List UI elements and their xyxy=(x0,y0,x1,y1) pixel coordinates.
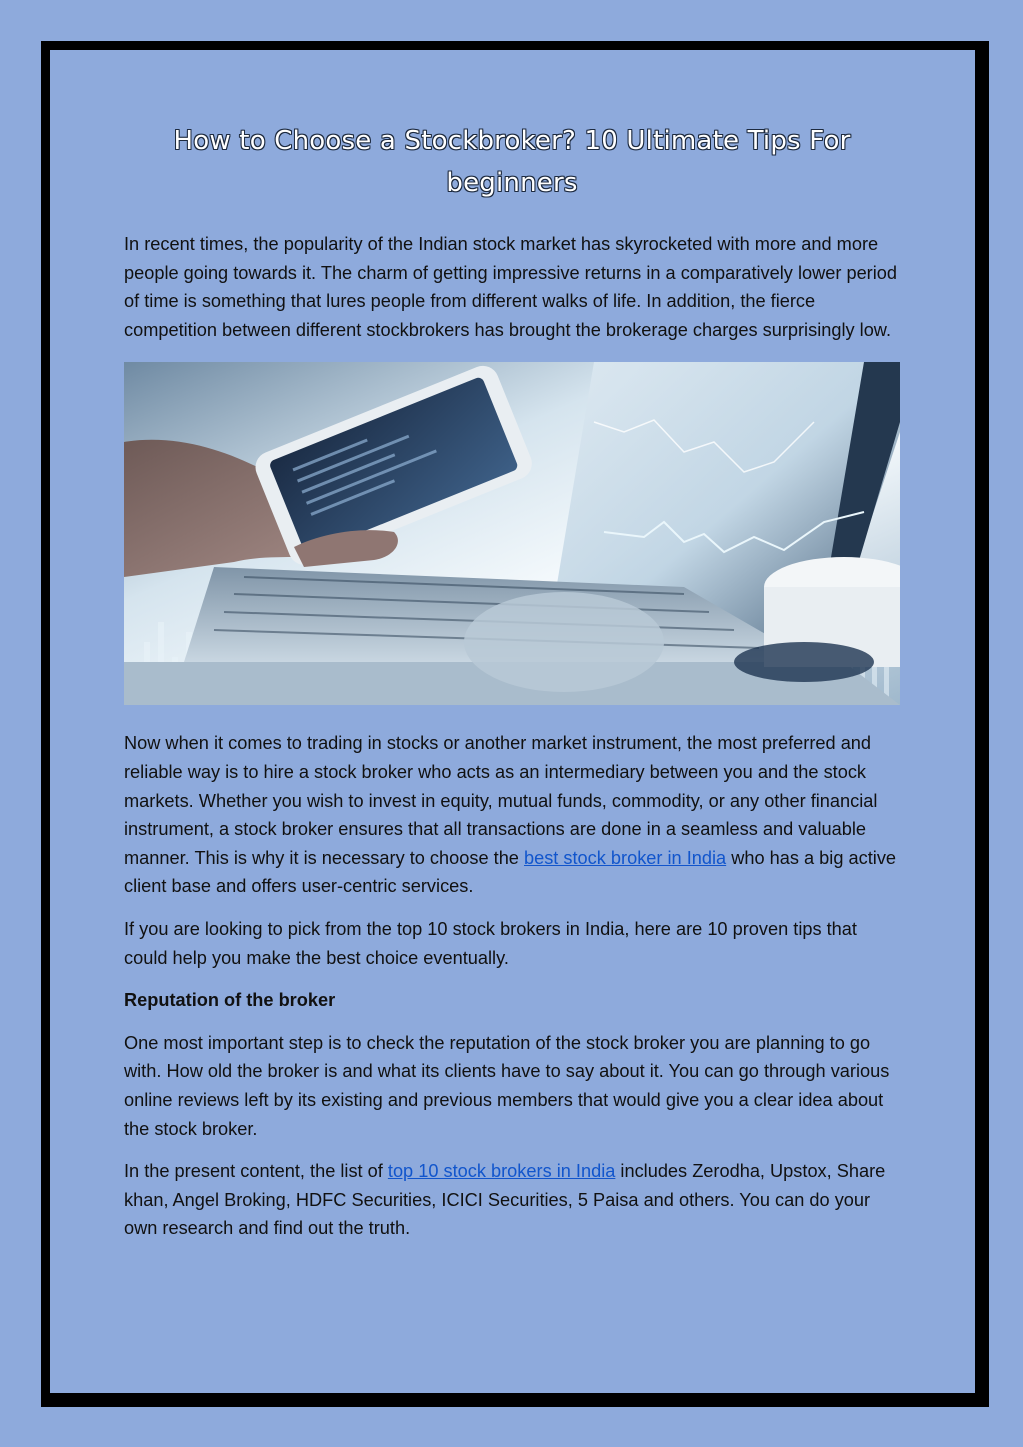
paragraph-broker-list xyxy=(124,1157,900,1243)
intro-paragraph: In recent times, the popularity of the Indian stock market has skyrocketed with more and more people going towards it. The charm of getting impressive returns in a comparatively lower period of time is something that lures people from different walks of life. In addition, the fierce competition between different stockbrokers has brought the brokerage charges surprisingly low. xyxy=(124,234,898,340)
best-stock-broker-link[interactable]: best stock broker in India xyxy=(523,847,727,868)
paragraph-text: In the present content, the list of xyxy=(124,1161,388,1182)
paragraph-text: who has a big active client base and offers user-centric services. xyxy=(124,847,897,897)
paragraph-text: Now when it comes to trading in stocks or another market instrument, the most preferred and reliable way is to hire a stock broker who acts as an intermediary between you and the stock markets. Whether you wish to invest in equity, mutual funds, commodity, or any other financial instrument, a stock broker ensures that all transactions are done in a seamless and valuable manner. This is why it is necessary to choose the xyxy=(124,733,878,868)
article-content xyxy=(124,120,900,1257)
smartphone-laptop-stock-chart-image xyxy=(124,362,900,705)
paragraph-reputation: One most important step is to check the reputation of the stock broker you are planning to go with. How old the broker is and what its clients have to say about it. You can go through various online reviews left by its existing and previous members that would give you a clear idea about the stock broker. xyxy=(124,1032,890,1139)
article-title: How to Choose a Stockbroker? 10 Ultimate Tips For beginners xyxy=(173,126,851,198)
paragraph-proven-tips: If you are looking to pick from the top 10 stock brokers in India, here are 10 proven tips that could help you make the best choice eventually. xyxy=(124,918,857,968)
paragraph-text: includes Zerodha, Upstox, Share khan, Angel Broking, HDFC Securities, ICICI Securities, 5 Paisa and others. You can do your own research and find out the truth. xyxy=(124,1161,886,1239)
top-10-stock-brokers-link[interactable]: top 10 stock brokers in India xyxy=(387,1161,616,1182)
hero-image xyxy=(124,362,900,705)
paragraph-broker-intermediary xyxy=(124,729,900,901)
section-heading: Reputation of the broker xyxy=(124,990,336,1011)
